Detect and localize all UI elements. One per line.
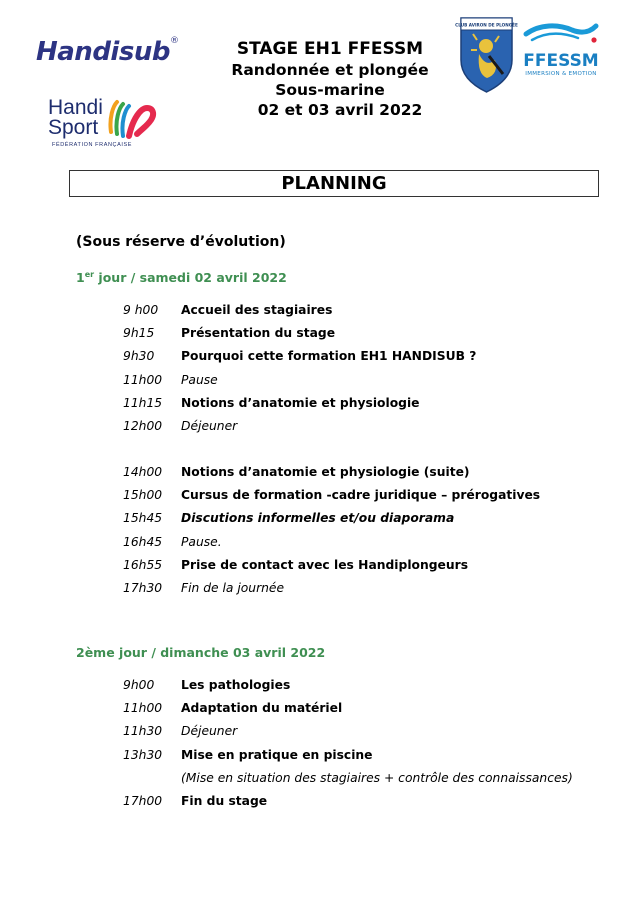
event-title-line-3: Sous-marine	[275, 81, 385, 99]
shield-icon	[455, 16, 518, 94]
event-title-line-4: 02 et 03 avril 2022	[257, 101, 423, 119]
schedule-time: 11h30	[123, 724, 163, 739]
schedule-row	[123, 510, 603, 533]
event-title-line-1: STAGE EH1 FFESSM	[236, 39, 424, 59]
handisport-logo	[48, 98, 178, 148]
handisport-word-handi: Handi	[48, 96, 103, 119]
schedule-row	[123, 302, 603, 325]
ffessm-tagline: IMMERSION & EMOTION	[525, 71, 597, 77]
schedule-activity: Pause.	[181, 534, 222, 549]
ffessm-name: FFESSM	[523, 51, 599, 71]
schedule-row	[123, 348, 603, 371]
schedule-activity: Fin du stage	[181, 793, 268, 808]
schedule-time: 9h30	[123, 349, 155, 364]
schedule-row	[123, 793, 603, 816]
club-crest-logo	[455, 16, 518, 94]
day1-afternoon-schedule	[123, 464, 603, 603]
schedule-time: 11h00	[123, 372, 163, 387]
schedule-time: 9h15	[123, 326, 155, 341]
schedule-row	[123, 700, 603, 723]
schedule-row	[123, 464, 603, 487]
crest-text: CLUB AVIRON DE PLONGÉE	[455, 22, 518, 28]
schedule-time: 15h45	[123, 511, 163, 526]
schedule-activity: Fin de la journée	[181, 580, 285, 595]
day2-schedule	[123, 677, 603, 816]
schedule-time: 11h00	[123, 701, 163, 716]
schedule-row	[123, 395, 603, 418]
schedule-activity: Notions d’anatomie et physiologie (suite)	[181, 465, 470, 479]
schedule-time: 16h45	[123, 534, 163, 549]
wave-icon	[522, 20, 600, 46]
schedule-row	[123, 747, 603, 770]
day1-heading: 1er jour / samedi 02 avril 2022	[76, 270, 287, 286]
schedule-row	[123, 325, 603, 348]
ffessm-logo	[522, 20, 600, 84]
schedule-activity: Pourquoi cette formation EH1 HANDISUB ?	[181, 349, 477, 364]
schedule-row	[123, 723, 603, 746]
day2-heading: 2ème jour / dimanche 03 avril 2022	[76, 645, 326, 660]
reserve-note: (Sous réserve d’évolution)	[76, 234, 286, 250]
day1-morning-schedule	[123, 302, 603, 441]
schedule-row	[123, 487, 603, 510]
schedule-row	[123, 770, 603, 793]
schedule-row	[123, 557, 603, 580]
schedule-time: 17h30	[123, 580, 163, 595]
schedule-activity: Cursus de formation -cadre juridique – prérogatives	[181, 488, 541, 503]
schedule-time: 9 h00	[123, 303, 159, 317]
handisport-swoosh-icon	[103, 98, 159, 140]
schedule-activity: Mise en pratique en piscine	[181, 747, 373, 762]
schedule-activity: Discutions informelles et/ou diaporama	[181, 511, 455, 526]
handisub-logo: Handisub®	[36, 36, 179, 67]
schedule-row	[123, 534, 603, 557]
event-title	[200, 38, 460, 120]
schedule-activity: Déjeuner	[181, 418, 238, 433]
schedule-time: 14h00	[123, 465, 163, 479]
schedule-activity: Déjeuner	[181, 724, 238, 739]
schedule-activity: Les pathologies	[181, 678, 291, 692]
schedule-activity-note: (Mise en situation des stagiaires + contrôle des connaissances)	[181, 770, 573, 785]
schedule-activity: Prise de contact avec les Handiplongeurs	[181, 557, 469, 572]
schedule-row	[123, 372, 603, 395]
schedule-time: 15h00	[123, 488, 163, 503]
schedule-activity: Pause	[181, 372, 218, 387]
schedule-time: 11h15	[123, 395, 163, 410]
schedule-row	[123, 580, 603, 603]
schedule-row	[123, 418, 603, 441]
handisport-subtitle: FÉDÉRATION FRANÇAISE	[52, 142, 133, 148]
schedule-activity: Accueil des stagiaires	[181, 303, 333, 317]
schedule-time: 9h00	[123, 678, 155, 692]
schedule-activity: Adaptation du matériel	[181, 701, 343, 716]
event-title-line-2: Randonnée et plongée	[231, 61, 429, 79]
schedule-time: 17h00	[123, 793, 163, 808]
schedule-time: 12h00	[123, 418, 163, 433]
handisub-logo-text: Handisub	[36, 37, 170, 67]
schedule-row	[123, 677, 603, 700]
schedule-time: 13h30	[123, 747, 163, 762]
schedule-activity: Notions d’anatomie et physiologie	[181, 395, 420, 410]
schedule-time: 16h55	[123, 557, 163, 572]
handisport-word-sport: Sport	[48, 116, 99, 139]
schedule-activity: Présentation du stage	[181, 326, 336, 341]
planning-title: PLANNING	[69, 170, 599, 197]
